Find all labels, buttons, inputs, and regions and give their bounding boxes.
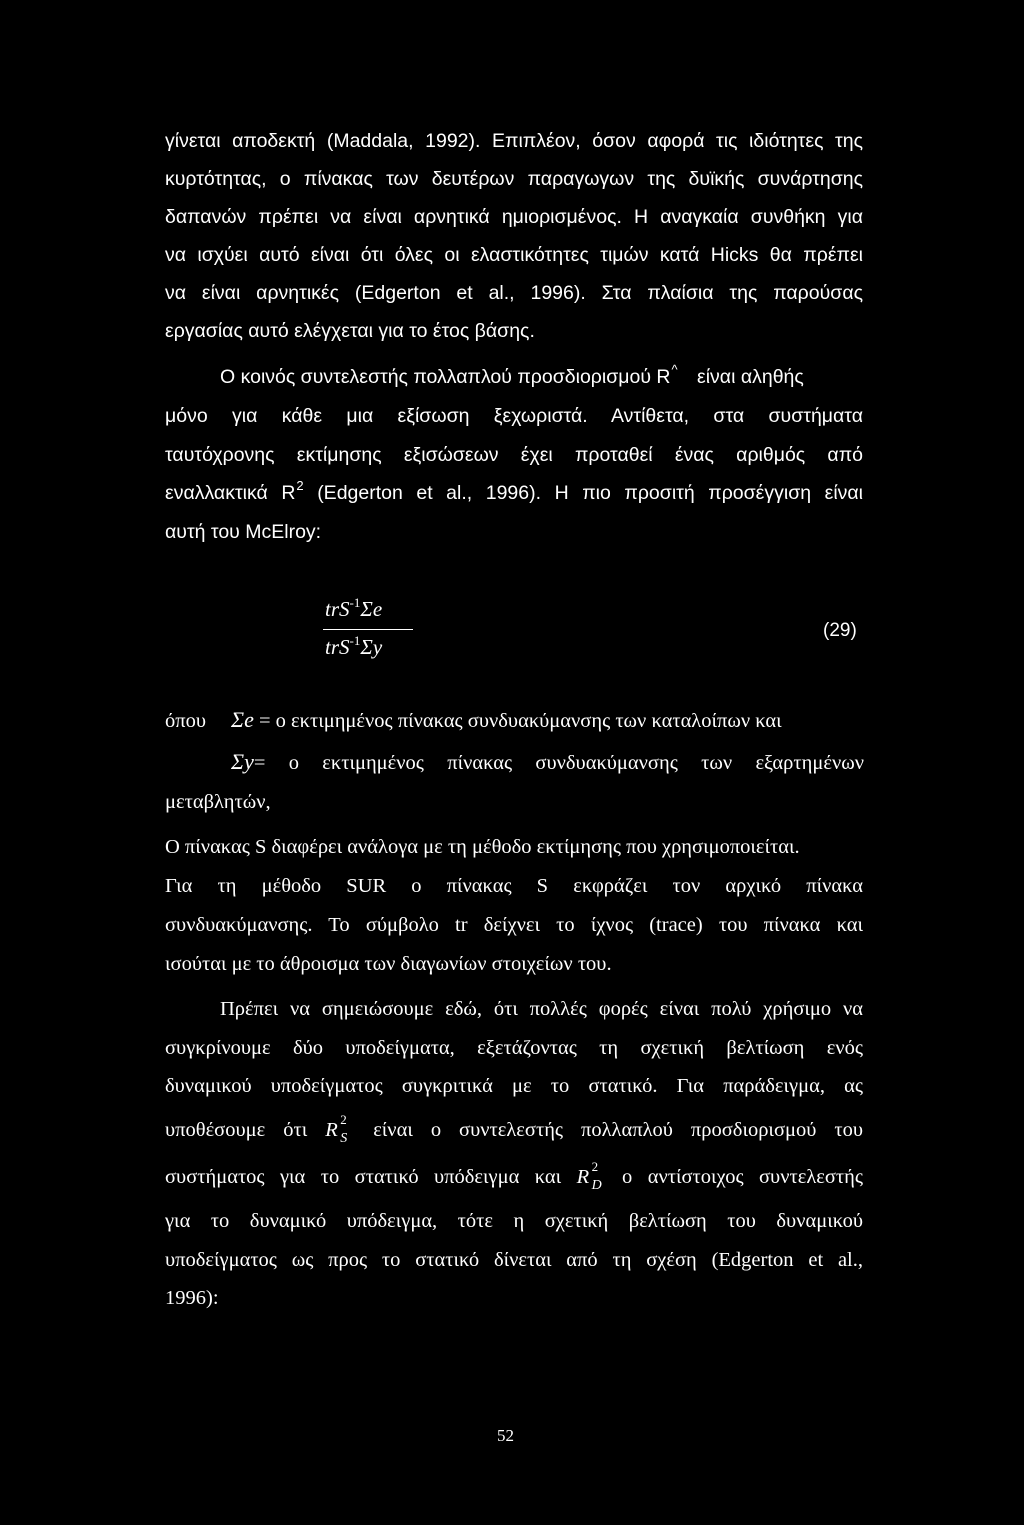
p4-line-4-start: υποθέσουμε ότι bbox=[165, 1119, 308, 1141]
p1-line-2: κυρτότητας, ο πίνακας των δευτέρων παραγωγων της δυϊκής συνάρτησης bbox=[165, 168, 863, 190]
p3-line-3: συνδυακύμανσης. Το σύμβολο tr δείχνει το ίχνος (trace) του πίνακα και bbox=[165, 914, 863, 936]
p1-line-6: εργασίας αυτό ελέγχεται για το έτος βάσης. bbox=[165, 320, 535, 342]
sigma-e-definition: = ο εκτιμημένος πίνακας συνδυακύμανσης των καταλοίπων και bbox=[253, 710, 782, 732]
p4-line-8: 1996): bbox=[165, 1287, 219, 1309]
formula-denominator bbox=[325, 635, 382, 660]
p4-line-5-start: συστήματος για το στατικό υπόδειγμα και bbox=[165, 1166, 562, 1188]
r-hat-mark: ^ bbox=[671, 362, 678, 377]
numerator-trace: trS bbox=[325, 597, 350, 621]
p1-line-1: γίνεται αποδεκτή (Maddala, 1992). Επιπλέον, όσον αφορά τις ιδιότητες της bbox=[165, 130, 863, 152]
p1-line-4: να ισχύει αυτό είναι ότι όλες οι ελαστικότητες τιμών κατά Hicks θα πρέπει bbox=[165, 244, 863, 266]
p4-line-5 bbox=[165, 1159, 863, 1193]
mcelroy-formula bbox=[325, 597, 420, 667]
p4-line-6: για το δυναμικό υπόδειγμα, τότε η σχετική βελτίωση του δυναμικού bbox=[165, 1210, 863, 1232]
def-line-2 bbox=[231, 749, 864, 776]
page-number: 52 bbox=[497, 1426, 514, 1445]
p1-line-5: να είναι αρνητικές (Edgerton et al., 1996). Στα πλαίσια της παρούσας bbox=[165, 282, 863, 304]
equation-number: (29) bbox=[823, 620, 857, 641]
r-squared-sup: 2 bbox=[296, 478, 304, 493]
p4-line-3: δυναμικού υποδείγματος συγκριτικά με το στατικό. Για παράδειγμα, ας bbox=[165, 1075, 863, 1097]
p2-line-4-end: (Edgerton et al., 1996). Η πιο προσιτή προσέγγιση είναι bbox=[303, 482, 864, 504]
r-letter-dynamic: R bbox=[576, 1166, 590, 1188]
def-line-1 bbox=[165, 707, 865, 734]
denominator-trace: trS bbox=[325, 635, 350, 659]
p4-line-5-end: ο αντίστοιχος συντελεστής bbox=[622, 1166, 863, 1188]
where-label: όπου bbox=[165, 710, 206, 732]
p3-line-2: Για τη μέθοδο SUR ο πίνακας S εκφράζει τον αρχικό πίνακα bbox=[165, 875, 863, 897]
p4-line-1: Πρέπει να σημειώσουμε εδώ, ότι πολλές φορές είναι πολύ χρήσιμο να bbox=[220, 998, 863, 1020]
fraction-bar bbox=[323, 629, 413, 630]
p1-line-3: δαπανών πρέπει να είναι αρνητικά ημιορισμένος. Η αναγκαία συνθήκη για bbox=[165, 206, 863, 228]
p3-line-4: ισούται με το άθροισμα των διαγωνίων στοιχείων του. bbox=[165, 953, 612, 975]
p4-line-2: συγκρίνουμε δύο υποδείγματα, εξετάζοντας τη σχετική βελτίωση ενός bbox=[165, 1037, 863, 1059]
r-squared-static-symbol bbox=[325, 1112, 355, 1146]
p2-line-1-start: Ο κοινός συντελεστής πολλαπλού προσδιορισμού R bbox=[220, 366, 671, 388]
formula-numerator bbox=[325, 597, 382, 622]
r-squared-dynamic-symbol bbox=[576, 1159, 607, 1193]
sigma-y-symbol: Σy bbox=[231, 749, 254, 774]
r-letter-static: R bbox=[325, 1119, 338, 1141]
r-static-sub: S bbox=[340, 1131, 348, 1146]
sigma-e-symbol: Σe bbox=[231, 707, 254, 732]
r-dynamic-sup: 2 bbox=[591, 1159, 599, 1174]
r-dynamic-sub: D bbox=[591, 1178, 602, 1193]
numerator-inverse-sup: -1 bbox=[349, 595, 361, 610]
p2-line-5: αυτή του McElroy: bbox=[165, 521, 322, 543]
p2-line-3: ταυτόχρονης εκτίμησης εξισώσεων έχει προταθεί ένας αριθμός από bbox=[165, 444, 863, 466]
p4-line-7: υποδείγματος ως προς το στατικό δίνεται από τη σχέση (Edgerton et al., bbox=[165, 1249, 863, 1271]
p3-line-1: Ο πίνακας S διαφέρει ανάλογα με τη μέθοδο εκτίμησης που χρησιμοποιείται. bbox=[165, 836, 800, 858]
sigma-y-definition: = ο εκτιμημένος πίνακας συνδυακύμανσης των εξαρτημένων bbox=[253, 752, 864, 774]
r-static-sup: 2 bbox=[340, 1112, 347, 1127]
def-line-3: μεταβλητών, bbox=[165, 791, 271, 813]
p2-line-1-end: είναι αληθής bbox=[691, 366, 804, 388]
denominator-sigma-y: Σy bbox=[360, 635, 383, 659]
p4-line-4-end: είναι ο συντελεστής πολλαπλού προσδιορισμού του bbox=[373, 1119, 864, 1141]
p2-line-2: μόνο για κάθε μια εξίσωση ξεχωριστά. Αντίθετα, στα συστήματα bbox=[165, 405, 863, 427]
denominator-inverse-sup: -1 bbox=[349, 633, 361, 648]
p4-line-4 bbox=[165, 1112, 864, 1146]
numerator-sigma-e: Σe bbox=[360, 597, 383, 621]
p2-line-1 bbox=[220, 364, 863, 392]
p2-line-4 bbox=[165, 480, 863, 508]
p2-line-4-start: εναλλακτικά R bbox=[165, 482, 296, 504]
